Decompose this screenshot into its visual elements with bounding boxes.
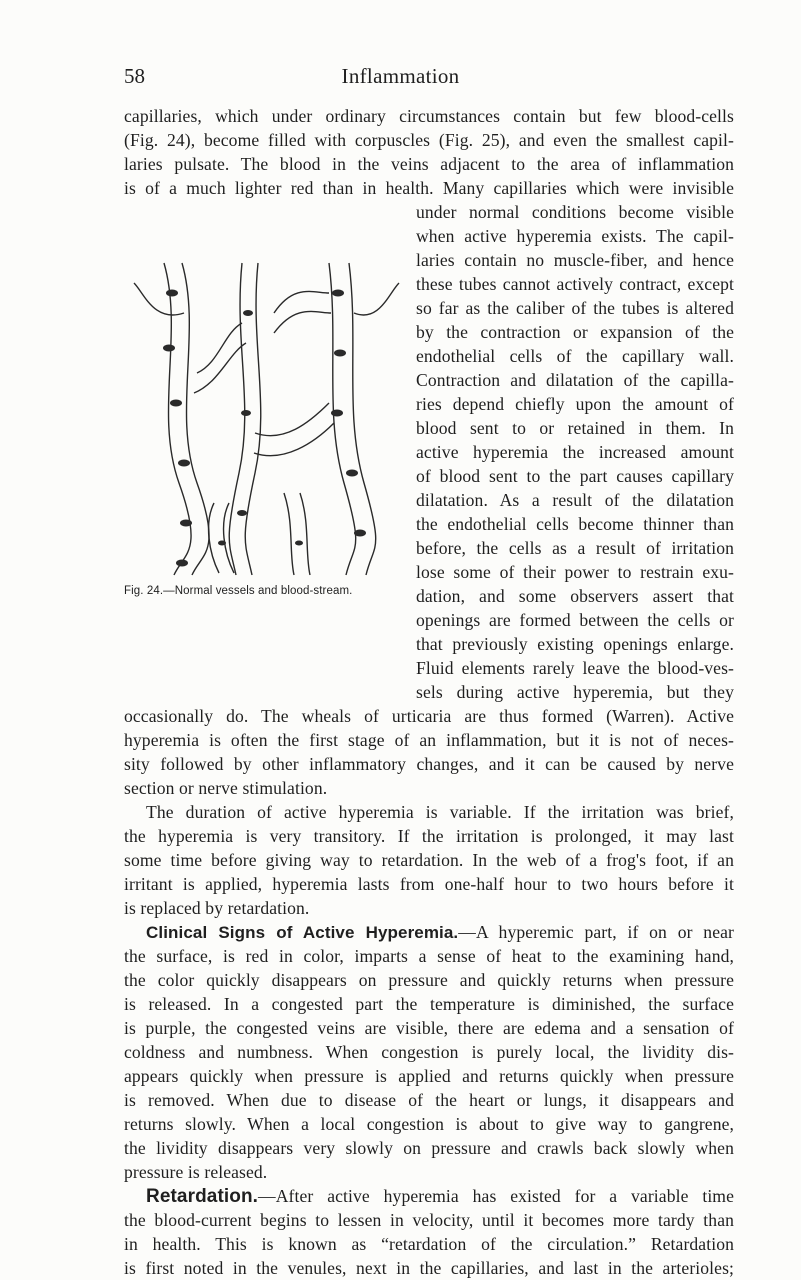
text-line: blood sent to or retained in them. In xyxy=(416,418,734,438)
text-line: (Fig. 24), become filled with corpuscles (Fig. 25), and even the smallest capil- xyxy=(124,130,734,150)
figure-caption: Fig. 24.—Normal vessels and blood-stream. xyxy=(124,585,353,597)
text-line: under normal conditions become visible xyxy=(416,202,734,222)
text-line: laries contain no muscle-fiber, and hence xyxy=(416,250,734,270)
text-line: section or nerve stimulation. xyxy=(124,778,328,798)
section-heading: Clinical Signs of Active Hyperemia. xyxy=(146,923,459,942)
text-line: when active hyperemia exists. The capil- xyxy=(416,226,734,246)
page-number: 58 xyxy=(124,64,145,88)
text-line: by the contraction or expansion of the xyxy=(416,322,734,342)
text-line: the lividity disappears very slowly on pressure and crawls back slowly when xyxy=(124,1138,734,1158)
text-line: active hyperemia the increased amount xyxy=(416,442,734,462)
text-line: openings are formed between the cells or xyxy=(416,610,734,630)
text-line: laries pulsate. The blood in the veins adjacent to the area of inflammation xyxy=(124,154,734,174)
text-line: dation, and some observers assert that xyxy=(416,586,734,606)
text-line: these tubes cannot actively contract, except xyxy=(416,274,734,294)
text-line: occasionally do. The wheals of urticaria are thus formed (Warren). Active xyxy=(124,706,734,726)
text-line: irritant is applied, hyperemia lasts from one-half hour to two hours before it xyxy=(124,874,734,894)
page-header xyxy=(0,64,801,94)
text-line: before, the cells as a result of irritation xyxy=(416,538,734,558)
text-line: hyperemia is often the first stage of an inflammation, but it is not of neces- xyxy=(124,730,734,750)
text-line: sity followed by other inflammatory changes, and it can be caused by nerve xyxy=(124,754,734,774)
text-run: —After active hyperemia has existed for a variable time xyxy=(258,1186,734,1206)
text-line: lose some of their power to restrain exu- xyxy=(416,562,734,582)
text-line: is replaced by retardation. xyxy=(124,898,310,918)
text-line: that previously existing openings enlarge. xyxy=(416,634,734,654)
text-line: the hyperemia is very transitory. If the irritation is prolonged, it may last xyxy=(124,826,734,846)
text-line: of blood sent to the part causes capillary xyxy=(416,466,734,486)
text-line: is first noted in the venules, next in the capillaries, and last in the arterioles; xyxy=(124,1258,734,1278)
text-line: in health. This is known as “retardation of the circulation.” Retardation xyxy=(124,1234,734,1254)
text-line: sels during active hyperemia, but they xyxy=(416,682,734,702)
text-line: returns slowly. When a local congestion is about to give way to gangrene, xyxy=(124,1114,734,1134)
text-line: is removed. When due to disease of the heart or lungs, it disappears and xyxy=(124,1090,734,1110)
running-title: Inflammation xyxy=(341,64,460,88)
text-line xyxy=(146,920,734,944)
text-line: the blood-current begins to lessen in velocity, until it becomes more tardy than xyxy=(124,1210,734,1230)
text-run: —A hyperemic part, if on or near xyxy=(458,922,734,942)
text-line: Contraction and dilatation of the capilla- xyxy=(416,370,734,390)
text-line: is of a much lighter red than in health. Many capillaries which were invisible xyxy=(124,178,734,198)
text-line: coldness and numbness. When congestion is purely local, the lividity dis- xyxy=(124,1042,734,1062)
text-line: capillaries, which under ordinary circumstances contain but few blood-cells xyxy=(124,106,734,126)
text-line: dilatation. As a result of the dilatation xyxy=(416,490,734,510)
text-line: is released. In a congested part the temperature is diminished, the surface xyxy=(124,994,734,1014)
text-line: the surface, is red in color, imparts a sense of heat to the examining hand, xyxy=(124,946,734,966)
text-line: endothelial cells of the capillary wall. xyxy=(416,346,734,366)
text-line: the endothelial cells become thinner than xyxy=(416,514,734,534)
section-heading: Retardation. xyxy=(146,1186,259,1207)
text-line: The duration of active hyperemia is variable. If the irritation was brief, xyxy=(146,802,734,822)
text-line: appears quickly when pressure is applied and returns quickly when pressure xyxy=(124,1066,734,1086)
vessels-drawing xyxy=(124,253,406,578)
text-line: so far as the caliber of the tubes is altered xyxy=(416,298,734,318)
text-line: the color quickly disappears on pressure and quickly returns when pressure xyxy=(124,970,734,990)
figure-vessels-illustration xyxy=(124,253,406,578)
text-line xyxy=(146,1184,734,1208)
text-line: pressure is released. xyxy=(124,1162,268,1182)
text-line: some time before giving way to retardation. In the web of a frog's foot, if an xyxy=(124,850,734,870)
text-line: Fluid elements rarely leave the blood-ves- xyxy=(416,658,734,678)
text-line: is purple, the congested veins are visible, there are edema and a sensation of xyxy=(124,1018,734,1038)
text-line: ries depend chiefly upon the amount of xyxy=(416,394,734,414)
